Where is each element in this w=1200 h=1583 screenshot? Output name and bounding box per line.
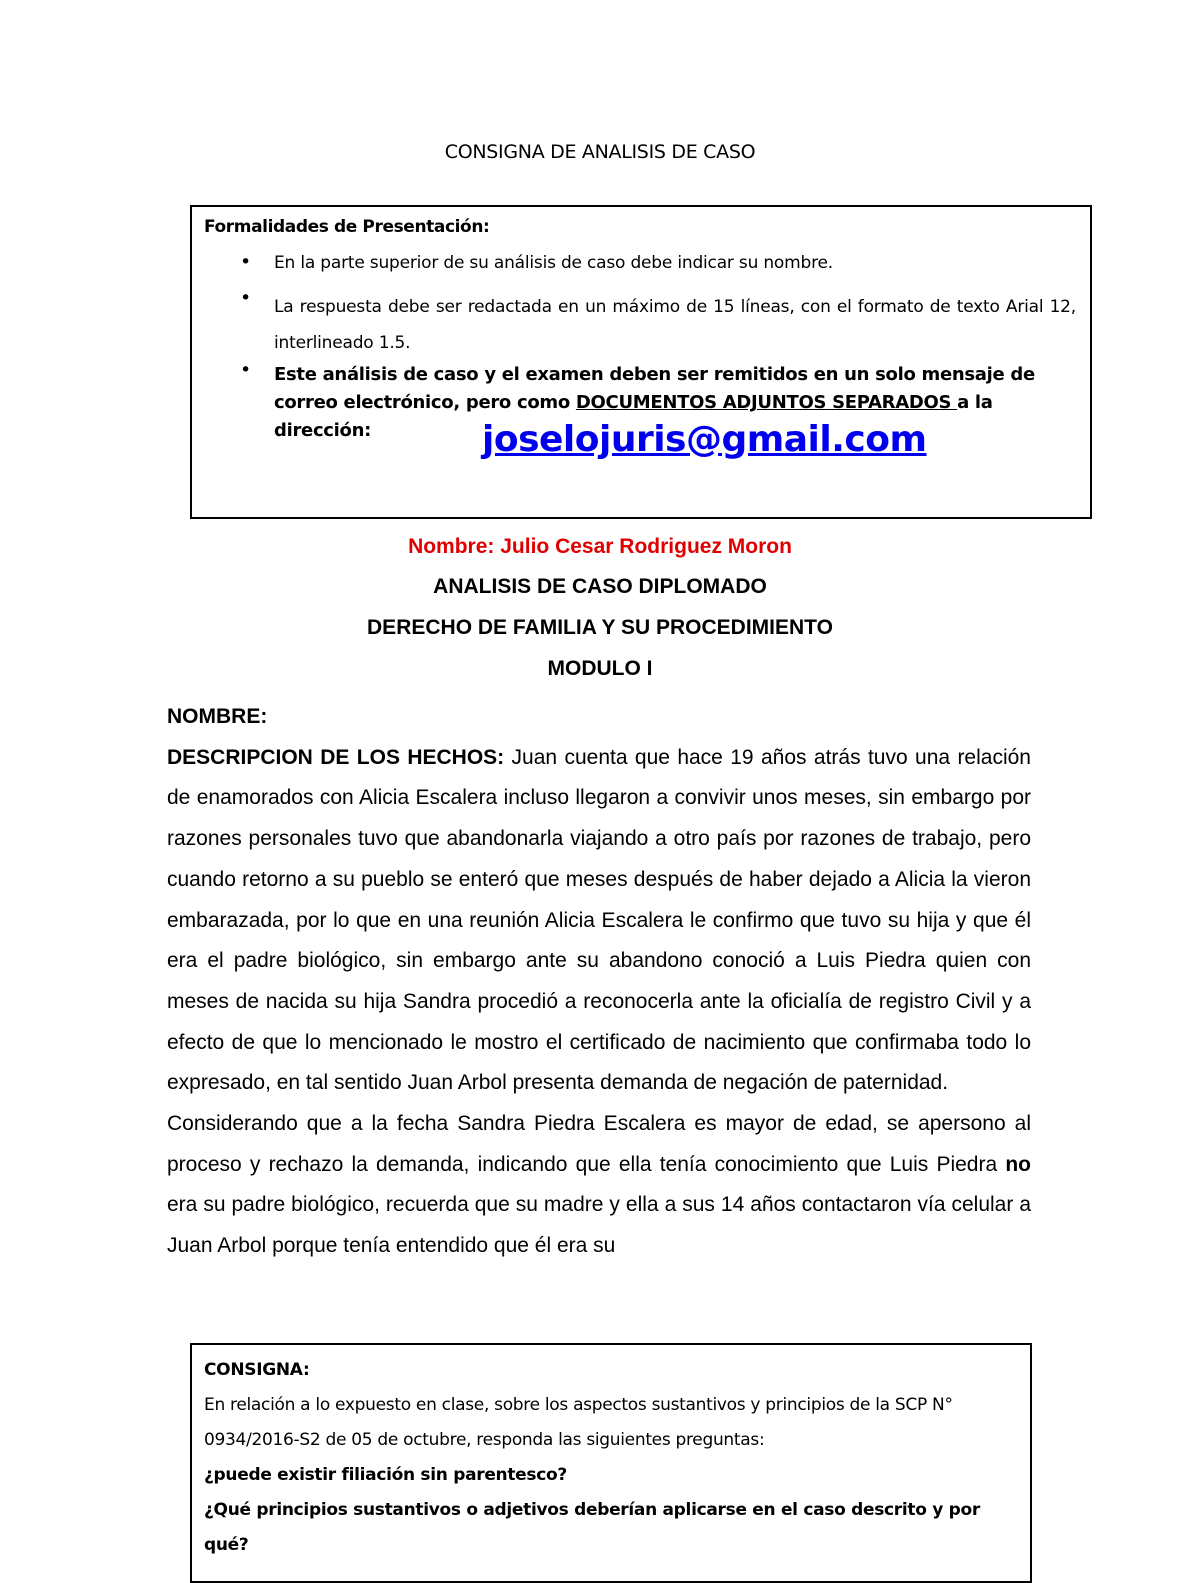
student-name: Nombre: Julio Cesar Rodriguez Moron [408,535,792,558]
heading-subject: DERECHO DE FAMILIA Y SU PROCEDIMIENTO [367,616,833,639]
consideration-text-start: Considerando que a la fecha Sandra Piedra Escalera es mayor de edad, se apersono al proceso y rechazo la demanda, indicando que ella tenía conocimiento que Luis Piedra [167,1112,1031,1176]
formalities-box [190,205,1092,519]
document-title: CONSIGNA DE ANALISIS DE CASO [444,141,756,163]
consideration-text-end: era su padre biológico, recuerda que su madre y ella a sus 14 años contactaron vía celular a Juan Arbol porque tenía entendido que él era su [167,1193,1031,1258]
nombre-label: NOMBRE: [167,705,268,728]
emphasis-no: no [1005,1152,1031,1176]
facts-text: Juan cuenta que hace 19 años atrás tuvo una relación de enamorados con Alicia Escalera incluso llegaron a convivir unos meses, sin embargo por razones personales tuvo que abandonarla viajando a otro país por razones de trabajo, pero cuando retorno a su pueblo se enteró que meses después de haber dejado a Alicia la vieron embarazada, por lo que en una reunión Alicia Escalera le confirmo que tuvo su hija y que él era el padre biológico, sin embargo ante su abandono conoció a Luis Piedra quien con meses de nacida su hija Sandra procedió a reconocerla ante la oficialía de registro Civil y a efecto de que lo mencionado le mostro el certificado de nacimiento que confirmaba todo lo expresado, en tal sentido Juan Arbol presenta demanda de negación de paternidad. [167,745,1031,1095]
heading-module: MODULO I [547,657,653,680]
submission-text-end: a la dirección: [274,392,993,441]
email-link[interactable]: joselojuris@gmail.com [482,419,927,460]
case-body [167,697,1031,1267]
heading-diplomado: ANALISIS DE CASO DIPLOMADO [433,575,767,598]
question-1: ¿puede existir filiación sin parentesco? [204,1465,567,1485]
bullet-icon: • [240,359,252,381]
bullet-icon: • [240,251,252,273]
submission-text-start: Este análisis de caso y el examen deben ser remitidos en un solo mensaje de correo electrónico, pero como [274,364,1035,413]
facts-label: DESCRIPCION DE LOS HECHOS: [167,745,505,769]
formalities-item-format: La respuesta debe ser redactada en un máximo de 15 líneas, con el formato de texto Arial 12, interlineado 1.5. [274,297,1076,353]
consideration-paragraph [167,1104,1031,1267]
assignment-heading: CONSIGNA: [204,1360,310,1380]
facts-paragraph [167,738,1031,1104]
separate-attachments-text: DOCUMENTOS ADJUNTOS SEPARADOS [575,392,958,413]
assignment-box [190,1343,1032,1583]
bullet-icon: • [240,287,252,309]
formalities-item-name: En la parte superior de su análisis de caso debe indicar su nombre. [274,253,833,273]
question-2: ¿Qué principios sustantivos o adjetivos deberían aplicarse en el caso descrito y por qué? [204,1500,980,1555]
formalities-heading: Formalidades de Presentación: [204,217,490,237]
assignment-text: En relación a lo expuesto en clase, sobre los aspectos sustantivos y principios de la SCP N° 0934/2016-S2 de 05 de octubre, responda las siguientes preguntas: [204,1395,953,1450]
